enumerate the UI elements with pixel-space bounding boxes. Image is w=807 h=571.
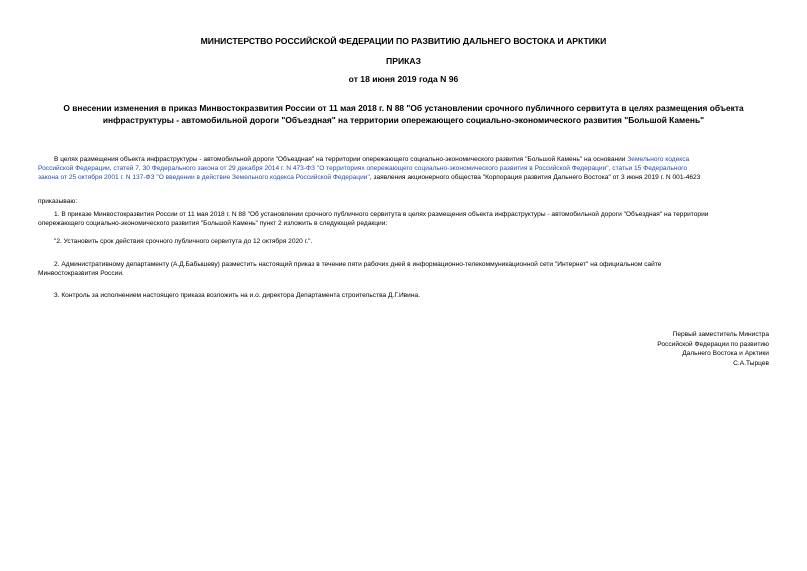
land-code-link[interactable]: Земельного кодекса xyxy=(627,156,690,163)
title-line-1: О внесении изменения в приказ Минвостокразвития России от 11 мая 2018 г. N 88 "Об установлении срочного публичного сервитута в целях размещения объекта xyxy=(63,103,744,113)
signature-line-1: Первый заместитель Министра xyxy=(672,331,769,338)
item-1-line-2: опережающего социально-экономического развития "Большой Камень" пункт 2 изложить в следующей редакции: xyxy=(38,220,388,228)
document-title xyxy=(30,103,777,126)
document-date-number: от 18 июня 2019 года N 96 xyxy=(348,74,459,84)
item-2-line-2: Минвостокразвития России. xyxy=(38,270,124,278)
federal-law-137-link[interactable]: закона от 25 октября 2001 г. N 137-ФЗ "О введении в действие Земельного кодекса Российской Федерации" xyxy=(38,174,370,182)
signature-line-3: Дальнего Востока и Арктики xyxy=(682,350,769,358)
item-1-line-1: 1. В приказе Минвостокразвития России от 11 мая 2018 г. N 88 "Об установлении срочного публичного сервитута в целях размещения объекта инфраструктуры - автомобильной дороги "Объездная" на территории xyxy=(54,211,709,218)
preamble-line-1 xyxy=(38,155,768,164)
preamble-line-3 xyxy=(38,173,768,182)
document-type: ПРИКАЗ xyxy=(386,56,421,66)
signature-line-2: Российской Федерации по развитию xyxy=(657,340,769,348)
item-1 xyxy=(38,210,768,228)
title-line-2: инфраструктуры - автомобильной дороги "Объездная" на территории опережающего социально-экономического развития "Большой Камень" xyxy=(102,114,705,125)
signature-name: С.А.Тырцев xyxy=(733,359,769,367)
preamble-text: В целях размещения объекта инфраструктуры - автомобильной дороги "Объездная" на территории опережающего социально-экономического развития "Большой Камень" на основании xyxy=(54,156,628,163)
order-word: приказываю: xyxy=(38,198,78,205)
signature-block xyxy=(609,330,769,368)
ministry-heading: МИНИСТЕРСТВО РОССИЙСКОЙ ФЕДЕРАЦИИ ПО РАЗВИТИЮ ДАЛЬНЕГО ВОСТОКА И АРКТИКИ xyxy=(200,36,607,46)
preamble-text-tail: , заявления акционерного общества "Корпорация развития Дальнего Востока" от 3 июня 2019 г. N 001-4623 xyxy=(369,174,701,182)
preamble-line-2 xyxy=(38,164,768,173)
item-2 xyxy=(38,260,768,278)
item-3: 3. Контроль за исполнением настоящего приказа возложить на и.о. директора Департамента строительства Д.Г.Ивина. xyxy=(54,292,421,299)
quoted-amendment: "2. Установить срок действия срочного публичного сервитута до 12 октября 2020 г.". xyxy=(54,238,313,245)
item-2-line-1: 2. Административному департаменту (А.Д.Бабышеву) разместить настоящий приказ в течение пяти рабочих дней в информационно-телекоммуникационной сети "Интернет" на официальном сайте xyxy=(54,261,662,268)
federal-law-473-link[interactable]: Российской Федерации, статей 7, 30 Федерального закона от 29 декабря 2014 г. N 473-ФЗ "О территориях опережающего социально-экономического развития в Российской Федерации", статьи 15 Федерального xyxy=(38,165,688,173)
preamble-paragraph xyxy=(38,155,768,183)
